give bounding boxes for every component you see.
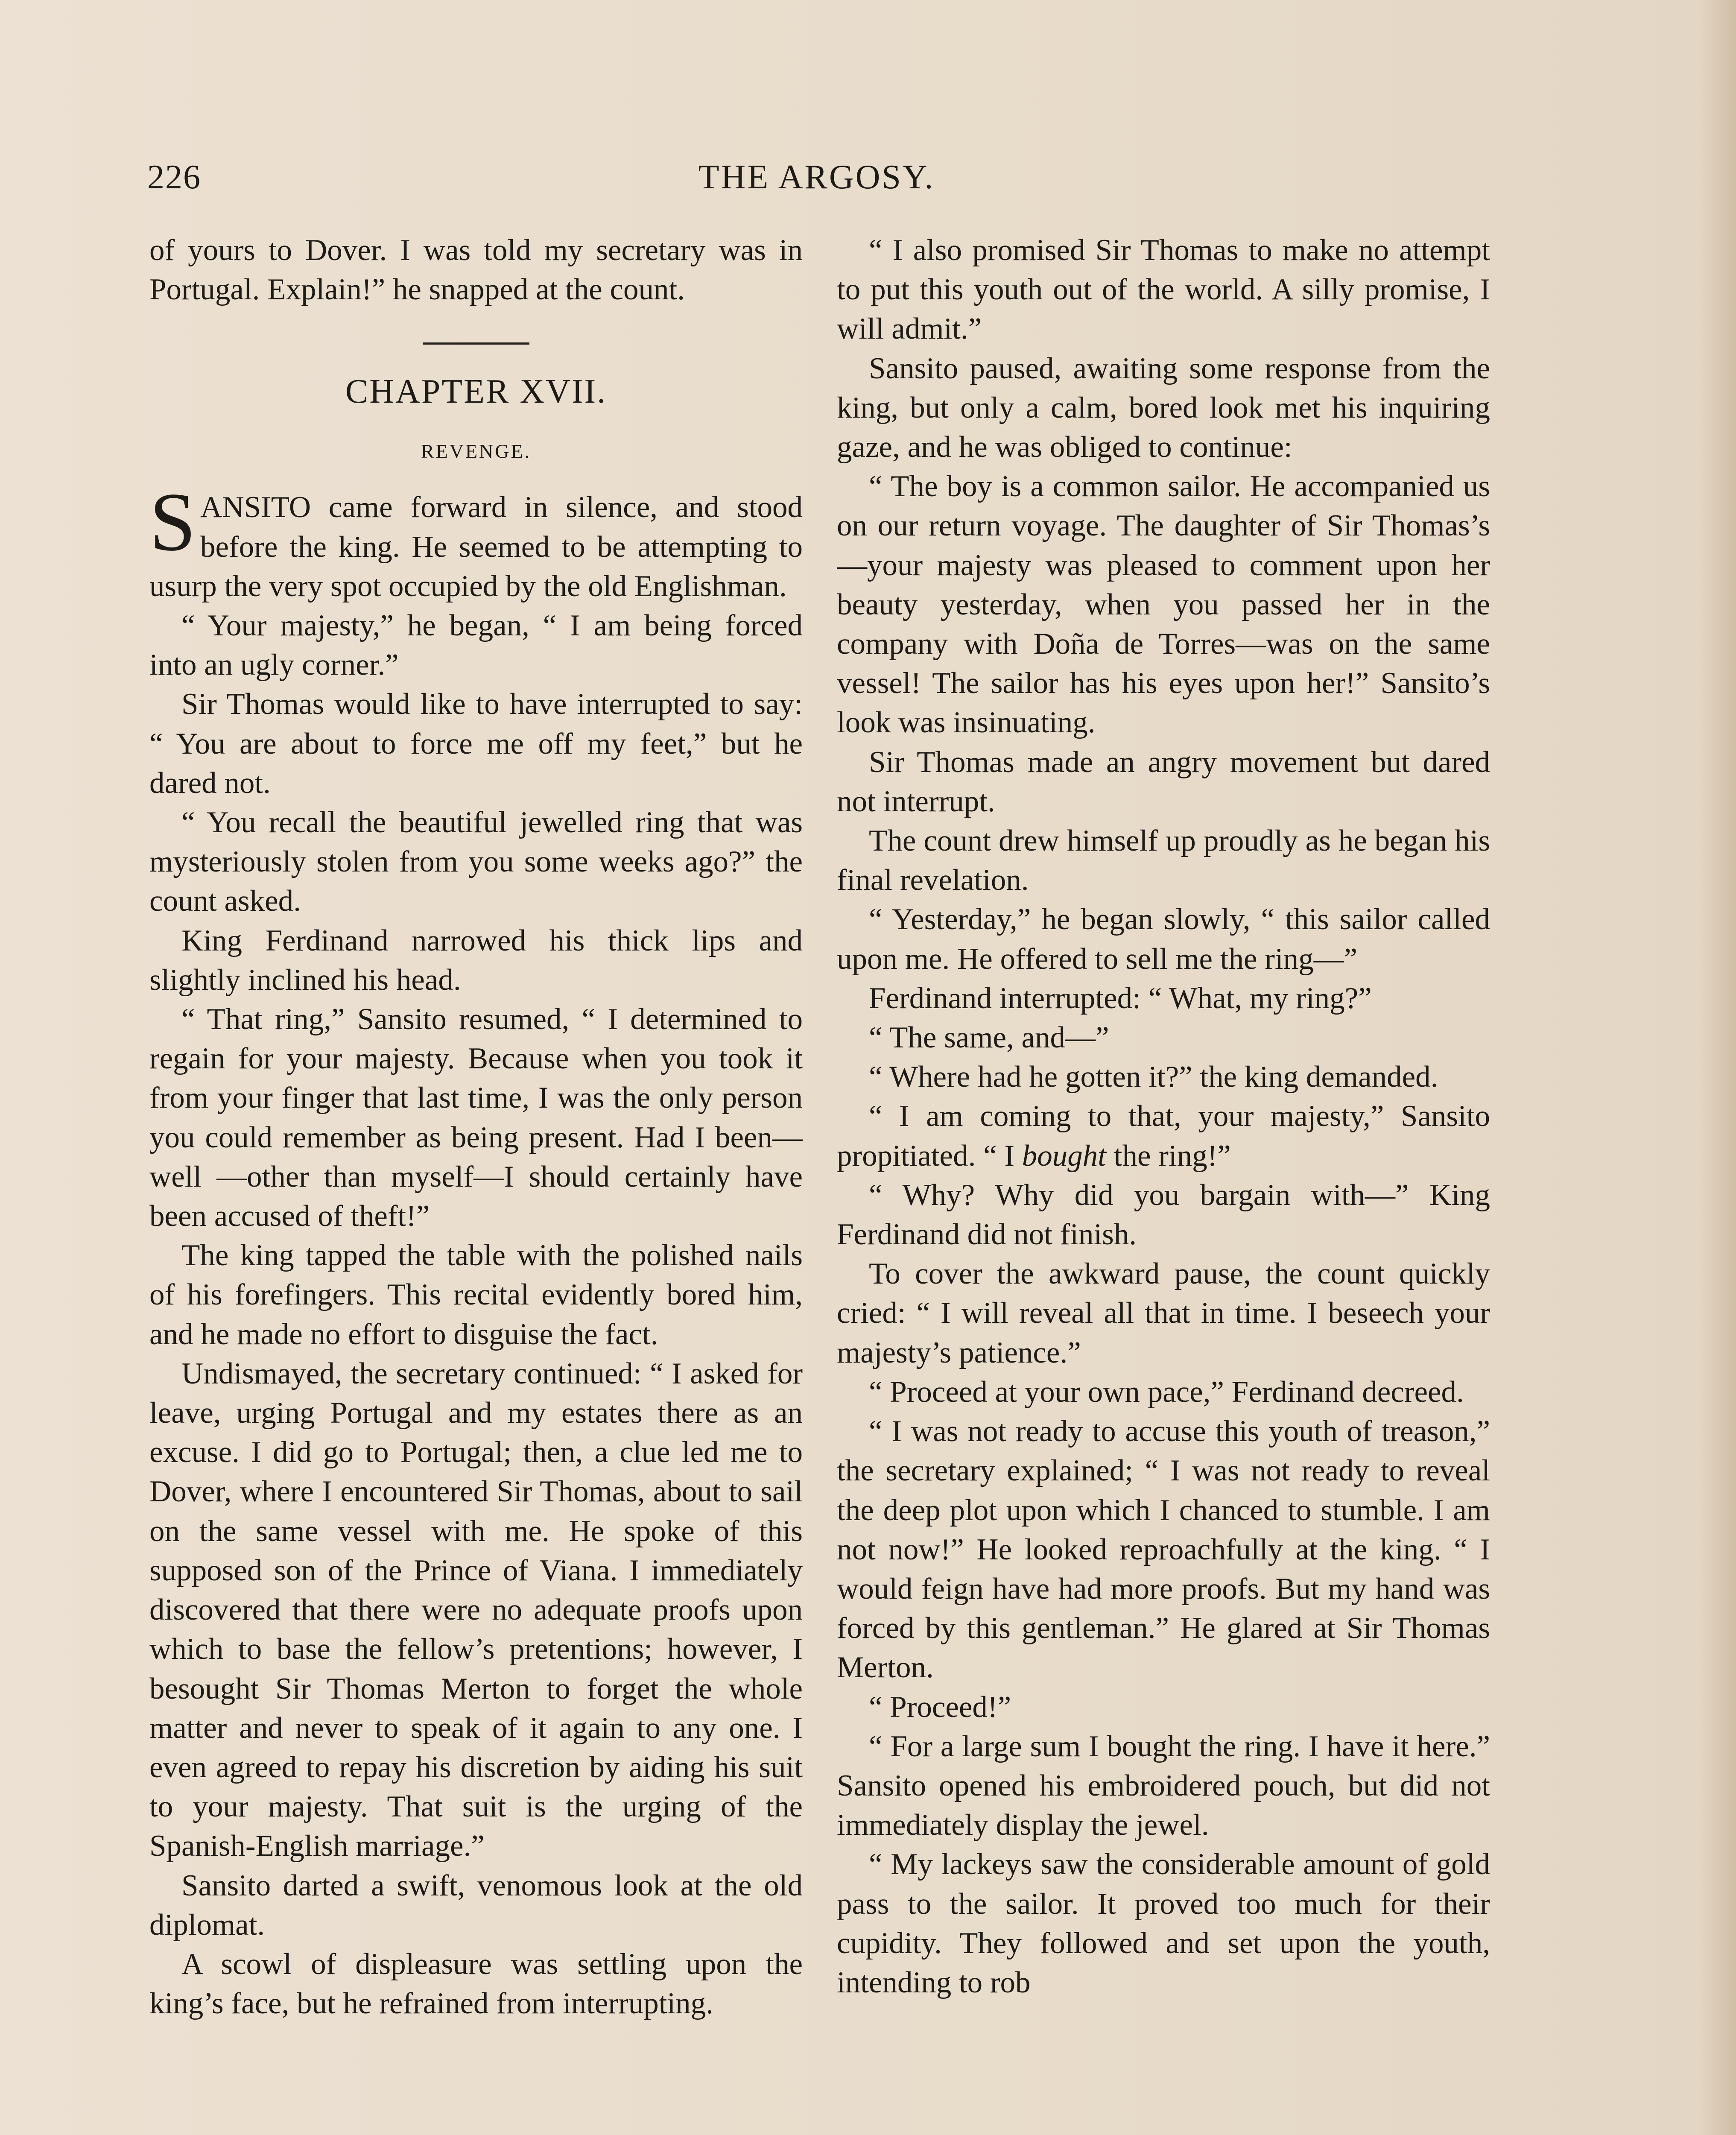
- text-run: the ring!”: [1106, 1139, 1231, 1173]
- text-run: “ I am coming to that, your majesty,” Sansito propitiated. “ I: [837, 1100, 1490, 1173]
- opening-text: ANSITO came forward in silence, and stood before the king. He seemed to be attempting to usurp the very spot occupied by the old Englishman.: [149, 491, 803, 603]
- running-title: THE ARGOSY.: [698, 158, 935, 196]
- left-column: [149, 231, 803, 2135]
- page-edge-shadow: [1698, 0, 1736, 2135]
- paragraph: To cover the awkward pause, the count quickly cried: “ I will reveal all that in time. I beseech your majesty’s patience.”: [837, 1257, 1490, 1369]
- paragraph: “ My lackeys saw the considerable amount of gold pass to the sailor. It proved too much for their cupidity. They followed and set upon the youth, intending to rob: [837, 1848, 1490, 1999]
- chapter-subtitle: REVENGE.: [421, 440, 532, 462]
- paragraph: “ Proceed at your own pace,” Ferdinand decreed.: [869, 1375, 1464, 1409]
- paragraph: Undismayed, the secretary continued: “ I asked for leave, urging Portugal and my estates there as an excuse. I did go to Portugal; then, a clue led me to Dover, where I encountered Sir Thomas, about to sail on the same vessel with me. He spoke of this supposed son of the Prince of Viana. I immediately discovered that there were no adequate proofs upon which to base the fellow’s pretentions; however, I besought Sir Thomas Merton to forget the whole matter and never to speak of it again to any one. I even agreed to repay his discretion by aiding his suit to your majesty. That suit is the urging of the Spanish-English marriage.”: [149, 1357, 803, 1863]
- paragraph: [837, 1097, 1490, 1175]
- drop-cap: S: [149, 476, 196, 569]
- paragraph: Sir Thomas made an angry movement but dared not interrupt.: [837, 745, 1490, 818]
- section-divider: [423, 342, 529, 345]
- page-header: [147, 156, 1486, 207]
- paragraph: “ The boy is a common sailor. He accompanied us on our return voyage. The daughter of Sir Thomas’s—your majesty was pleased to comment upon her beauty yesterday, when you passed her in the company with Doña de Torres—was on the same vessel! The sailor has his eyes upon her!” Sansito’s look was insinuating.: [837, 470, 1490, 740]
- paragraph: “ Proceed!”: [869, 1690, 1011, 1724]
- paragraph: “ For a large sum I bought the ring. I have it here.” Sansito opened his embroidered pouch, but did not immediately display the jewel.: [837, 1729, 1490, 1842]
- paragraph: “ Your majesty,” he began, “ I am being forced into an ugly corner.”: [149, 609, 803, 682]
- paragraph: “ You recall the beautiful jewelled ring that was mysteriously stolen from you some weeks ago?” the count asked.: [149, 806, 803, 918]
- paragraph: “ The same, and—”: [869, 1021, 1109, 1055]
- paragraph: “ I was not ready to accuse this youth of treason,” the secretary explained; “ I was not ready to reveal the deep plot upon which I chanced to stumble. I am not now!” He looked reproachfully at the king. “ I would feign have had more proofs. But my hand was forced by this gentleman.” He glared at Sir Thomas Merton.: [837, 1415, 1490, 1685]
- chapter-heading: CHAPTER XVII.: [345, 373, 607, 411]
- paragraph: Sansito darted a swift, venomous look at the old diplomat.: [149, 1869, 803, 1942]
- opening-paragraph: [149, 476, 803, 606]
- paragraph: of yours to Dover. I was told my secretary was in Portugal. Explain!” he snapped at the count.: [149, 234, 803, 307]
- paragraph: “ That ring,” Sansito resumed, “ I determined to regain for your majesty. Because when you took it from your finger that last time, I was the only person you could remember as being present. Had I been—well —other than myself—I should certainly have been accused of theft!”: [149, 1003, 803, 1233]
- paragraph: “ Where had he gotten it?” the king demanded.: [869, 1060, 1438, 1094]
- paragraph: “ Why? Why did you bargain with—” King Ferdinand did not finish.: [837, 1178, 1490, 1252]
- paragraph: The count drew himself up proudly as he began his final revelation.: [837, 824, 1490, 897]
- paragraph: Sir Thomas would like to have interrupted to say: “ You are about to force me off my feet,” but he dared not.: [149, 687, 803, 800]
- italic-word: bought: [1022, 1139, 1106, 1173]
- paragraph: A scowl of displeasure was settling upon the king’s face, but he refrained from interrupting.: [149, 1947, 803, 2021]
- paragraph: Ferdinand interrupted: “ What, my ring?”: [869, 981, 1372, 1015]
- right-column: [837, 231, 1490, 2135]
- paragraph: Sansito paused, awaiting some response from the king, but only a calm, bored look met his inquiring gaze, and he was obliged to continue:: [837, 351, 1490, 464]
- paragraph: The king tapped the table with the polished nails of his forefingers. This recital evidently bored him, and he made no effort to disguise the fact.: [149, 1239, 803, 1351]
- paragraph: “ I also promised Sir Thomas to make no attempt to put this youth out of the world. A silly promise, I will admit.”: [837, 234, 1490, 346]
- paragraph: “ Yesterday,” he began slowly, “ this sailor called upon me. He offered to sell me the ring—”: [837, 903, 1490, 976]
- paragraph: King Ferdinand narrowed his thick lips and slightly inclined his head.: [149, 924, 803, 997]
- page-number: 226: [147, 158, 201, 196]
